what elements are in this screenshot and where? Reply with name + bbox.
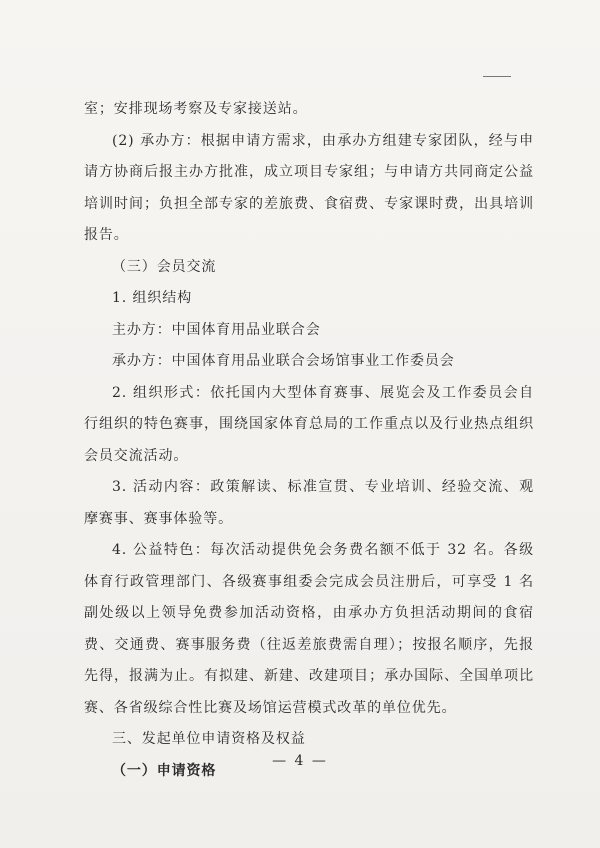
paragraph: 三、发起单位申请资格及权益 [112,731,306,747]
paragraph: 3. 活动内容：政策解读、标准宣贯、专业培训、经验交流、观摩赛事、赛事体验等。 [84,479,534,527]
paragraph: （一）申请资格 [112,762,217,779]
paragraph: 4. 公益特色：每次活动提供免会务费名额不低于 32 名。各级体育行政管理部门、各级赛事组委会完成会员注册后，可享受 1 名副处级以上领导免费参加活动资格，由承办方负担活动期间的食宿费、交通费、赛事服务费（往返差旅费需自理）；按报名顺序，先报先得，报满为止。有拟建、新建、改建项目；承办国际、全国单项比赛、各省级综合性比赛及场馆运营模式改革的单位优先。 [84,542,534,716]
document-body [84,94,534,787]
paragraph: 室；安排现场考察及专家接送站。 [84,101,308,117]
top-right-mark [483,76,511,77]
paragraph: 承办方：中国体育用品业联合会场馆事业工作委员会 [112,353,455,369]
paragraph: （三）会员交流 [112,258,217,275]
paragraph: (2) 承办方：根据申请方需求，由承办方组建专家团队，经与申请方协商后报主办方批准，成立项目专家组；与申请方共同商定公益培训时间；负担全部专家的差旅费、食宿费、专家课时费，出具培训报告。 [84,132,534,243]
page-number: — 4 — [272,753,328,769]
paragraph: 主办方：中国体育用品业联合会 [112,321,321,338]
paragraph: 1. 组织结构 [112,290,193,306]
paragraph: 2. 组织形式：依托国内大型体育赛事、展览会及工作委员会自行组织的特色赛事，围绕国家体育总局的工作重点以及行业热点组织会员交流活动。 [84,384,534,464]
